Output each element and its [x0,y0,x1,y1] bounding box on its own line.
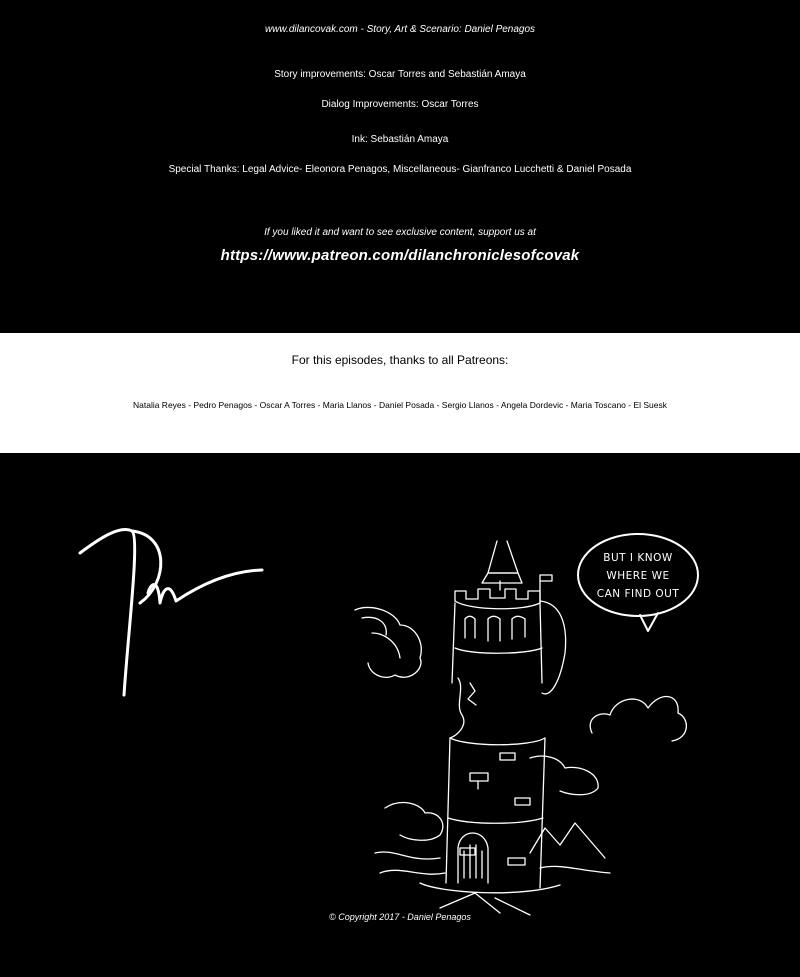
copyright-text: © Copyright 2017 - Daniel Penagos [329,912,471,922]
ink-line: Ink: Sebastián Amaya [351,134,449,145]
signature-mark [80,530,262,695]
speech-bubble-text [588,549,688,603]
bubble-line-3: CAN FIND OUT [596,588,680,600]
patreons-section [0,333,800,453]
tower [420,541,566,915]
special-thanks-line: Special Thanks: Legal Advice- Eleonora Penagos, Miscellaneous- Gianfranco Lucchetti & Daniel Posada [168,164,632,175]
mountains [375,823,610,874]
bubble-line-2: WHERE WE [606,570,670,582]
patreons-heading: For this episodes, thanks to all Patreons: [291,353,509,367]
support-line: If you liked it and want to see exclusive content, support us at [264,227,536,238]
site-credit-line: www.dilancovak.com - Story, Art & Scenario: Daniel Penagos [264,24,536,35]
dialog-improvements-line: Dialog Improvements: Oscar Torres [321,99,479,110]
patreons-names: Natalia Reyes - Pedro Penagos - Oscar A Torres - Maria Llanos - Daniel Posada - Sergio Llanos - Angela Dordevic - Maria Toscano - El Suesk [132,400,668,410]
tower-illustration [0,453,800,977]
artwork-section [0,453,800,977]
patreon-link[interactable]: https://www.patreon.com/dilanchroniclesofcovak [220,247,580,264]
bubble-line-1: BUT I KNOW [603,552,673,564]
credits-section [0,0,800,333]
story-improvements-line: Story improvements: Oscar Torres and Sebastián Amaya [274,69,526,80]
